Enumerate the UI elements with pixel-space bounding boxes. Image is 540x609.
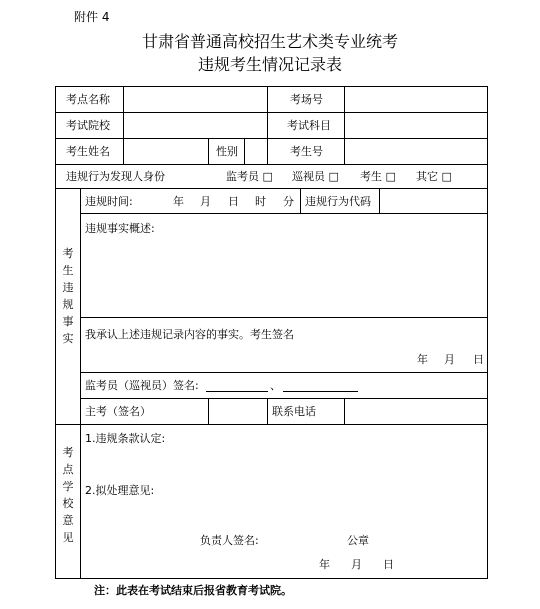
- sign-separator: 、: [270, 379, 281, 392]
- clause-determination-field[interactable]: [82, 447, 486, 479]
- col-divider: [344, 398, 345, 425]
- row-divider: [80, 372, 488, 373]
- col-divider: [379, 188, 380, 214]
- col-divider: [267, 86, 268, 165]
- table-right-border: [487, 86, 488, 579]
- gender-field[interactable]: [246, 140, 266, 163]
- col-divider: [344, 86, 345, 165]
- invigilator-sign-blank-2[interactable]: [283, 391, 358, 392]
- row-divider: [55, 164, 488, 165]
- row-divider: [80, 398, 488, 399]
- opinion-month-label: 月: [351, 558, 362, 571]
- candidate-no-label: 考生号: [290, 145, 323, 158]
- form-title-line2: 违规考生情况记录表: [197, 55, 342, 74]
- exam-institution-label: 考试院校: [66, 119, 110, 132]
- time-day-label: 日: [228, 195, 239, 208]
- footnote: 注：此表在考试结束后报省教育考试院。: [94, 584, 292, 597]
- row-divider: [80, 213, 488, 214]
- official-seal-label: 公章: [347, 534, 369, 547]
- attachment-label: 附件 4: [74, 10, 110, 24]
- option-invigilator-checkbox[interactable]: 监考员 □: [226, 170, 273, 183]
- option-other-checkbox[interactable]: 其它 □: [416, 170, 452, 183]
- contact-phone-label: 联系电话: [272, 405, 316, 418]
- row-divider: [55, 188, 488, 189]
- violation-code-field[interactable]: [381, 190, 486, 212]
- row-divider: [55, 112, 488, 113]
- acknowledgement-text: 我承认上述违规记录内容的事实。考生签名: [85, 328, 294, 341]
- facts-section-label: 考生违规事实: [62, 247, 74, 345]
- time-year-label: 年: [173, 195, 184, 208]
- row-divider: [80, 317, 488, 318]
- table-top-border: [55, 86, 488, 87]
- exam-subject-label: 考试科目: [287, 119, 331, 132]
- exam-institution-field[interactable]: [125, 114, 266, 137]
- ack-day-label: 日: [473, 353, 484, 366]
- exam-room-field[interactable]: [346, 88, 486, 111]
- exam-room-label: 考场号: [290, 93, 323, 106]
- candidate-no-field[interactable]: [346, 140, 486, 163]
- ack-month-label: 月: [444, 353, 455, 366]
- exam-site-name-field[interactable]: [125, 88, 266, 111]
- proposed-handling-label: 2.拟处理意见:: [85, 484, 155, 497]
- table-bottom-border: [55, 578, 488, 579]
- responsible-sign-label: 负责人签名:: [200, 534, 259, 547]
- clause-determination-label: 1.违规条款认定:: [85, 432, 166, 445]
- table-left-border: [55, 86, 56, 579]
- time-minute-label: 分: [283, 195, 294, 208]
- exam-subject-field[interactable]: [346, 114, 486, 137]
- proposed-handling-field[interactable]: [82, 499, 486, 529]
- form-title-line1: 甘肃省普通高校招生艺术类专业统考: [141, 32, 398, 51]
- facts-summary-field[interactable]: [82, 238, 486, 314]
- candidate-name-field[interactable]: [125, 140, 207, 163]
- col-divider: [267, 398, 268, 425]
- invigilator-sign-blank-1[interactable]: [206, 391, 268, 392]
- opinion-year-label: 年: [319, 558, 330, 571]
- gender-label: 性别: [216, 145, 238, 158]
- time-month-label: 月: [200, 195, 211, 208]
- violation-code-label: 违规行为代码: [305, 195, 371, 208]
- chief-examiner-label: 主考（签名）: [85, 405, 151, 418]
- discoverer-identity-label: 违规行为发现人身份: [66, 170, 165, 183]
- opinion-section-label: 考点学校意见: [62, 446, 74, 544]
- col-divider: [208, 398, 209, 425]
- row-divider: [55, 138, 488, 139]
- invigilator-sign-label: 监考员（巡视员）签名:: [85, 379, 199, 392]
- exam-site-name-label: 考点名称: [66, 93, 110, 106]
- time-hour-label: 时: [255, 195, 266, 208]
- candidate-name-label: 考生姓名: [66, 145, 110, 158]
- opinion-day-label: 日: [383, 558, 394, 571]
- col-divider: [123, 86, 124, 165]
- section-label-divider: [80, 188, 81, 579]
- col-divider: [208, 138, 209, 165]
- contact-phone-field[interactable]: [346, 400, 486, 423]
- col-divider: [244, 138, 245, 165]
- option-candidate-checkbox[interactable]: 考生 □: [360, 170, 396, 183]
- chief-examiner-field[interactable]: [210, 400, 266, 423]
- ack-year-label: 年: [417, 353, 428, 366]
- row-divider: [55, 424, 488, 425]
- option-patrol-checkbox[interactable]: 巡视员 □: [292, 170, 339, 183]
- facts-summary-label: 违规事实概述:: [85, 222, 155, 235]
- violation-time-label: 违规时间:: [85, 195, 133, 208]
- col-divider: [300, 188, 301, 214]
